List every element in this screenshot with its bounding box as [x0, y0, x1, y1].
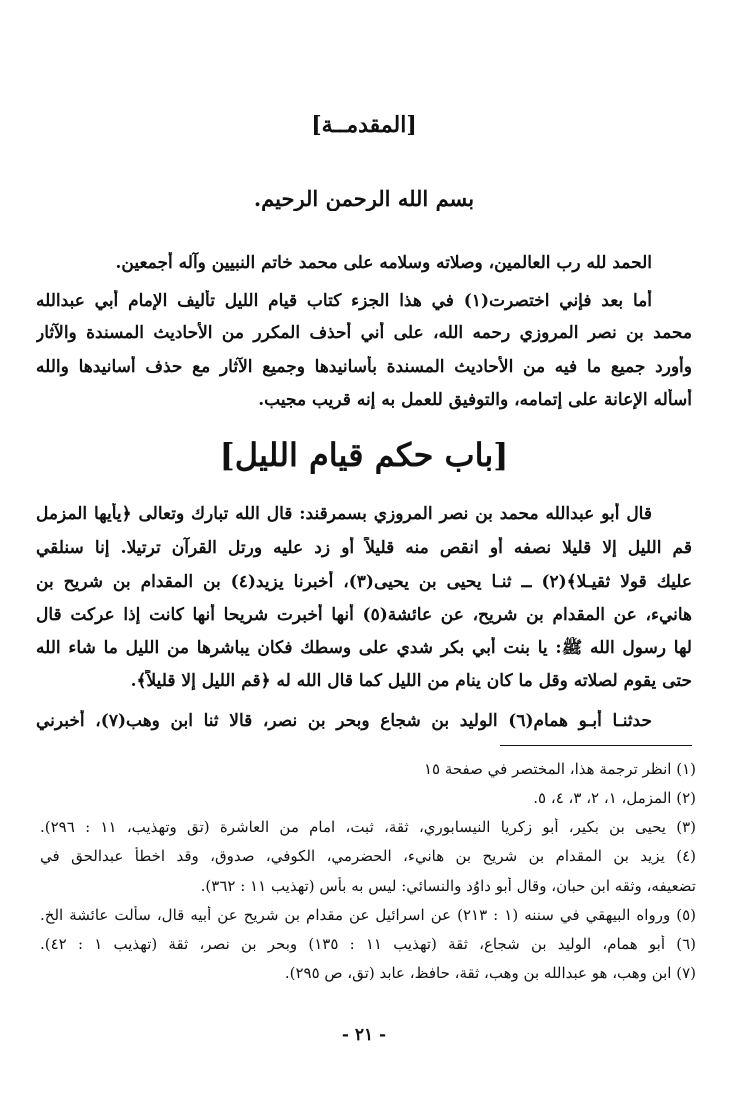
footnote: (١) انظر ترجمة هذا، المختصر في صفحة ١٥ [423, 760, 696, 778]
body-line: عليك قولا ثقيـلا﴾(٢) ــ ثنـا يحيى بن يحيى(٣)، أخبرنا يزيد(٤) بن المقدام بن شريح بن [36, 572, 692, 592]
body-line: قال أبو عبدالله محمد بن نصر المروزي بسمرقند: قال الله تبارك وتعالى ﴿يأيها المزمل [36, 504, 652, 524]
body-line: حدثنـا أبـو همام(٦) الوليد بن شجاع وبحر بن نصر، قالا ثنا ابن وهب(٧)، أخبرني [36, 711, 652, 731]
footnote: (٢) المزمل، ١، ٢، ٣، ٤، ٥. [533, 789, 696, 807]
footnote: (٦) أبو همام، الوليد بن شجاع، ثقة (تهذيب ١١ : ١٣٥) وبحر بن نصر، ثقة (تهذيب ١ : ٤٢). [40, 935, 696, 953]
chapter-title: [باب حكم قيام الليل] [219, 436, 509, 474]
intro-line: الحمد لله رب العالمين، وصلاته وسلامه على محمد خاتم النبيين وآله أجمعين. [115, 253, 652, 273]
footnote: (٧) ابن وهب، هو عبدالله بن وهب، ثقة، حافظ، عابد (تق، ص ٢٩٥). [284, 964, 696, 982]
footnote: (٤) يزيد بن المقدام بن شريح بن هانيء، الحضرمي، الكوفي، صدوق، وقد اخطأ عبدالحق في [40, 847, 696, 865]
footnote-continuation: تضعيفه، وثقه ابن حبان، وقال أبو داوُد والنسائي: ليس به بأس (تهذيب ١١ : ٣٦٢). [200, 877, 696, 895]
intro-line: محمد بن نصر المروزي رحمه الله، على أني أحذف المكرر من الأحاديث المسندة والآثار [36, 323, 692, 343]
basmala: بسم الله الرحمن الرحيم. [253, 186, 475, 211]
intro-line: وأورد جميع ما فيه من الأحاديث المسندة بأسانيدها وجميع الآثار مع حذف أسانيدها والله [36, 357, 692, 377]
footnote: (٥) ورواه البيهقي في سننه (١ : ٢١٣) عن اسرائيل عن مقدام بن شريح عن أبيه قال، سألت عائشة الخ. [40, 906, 696, 924]
body-line: حتى يقوم لصلاته وقل ما كان ينام من الليل كما قال الله له ﴿قم الليل إلا قليلاً﴾. [130, 671, 692, 691]
body-line: قم الليل إلا قليلا نصفه أو انقص منه قليلاً أو زد عليه ورتل القرآن ترتيلا. إنا سنلقي [36, 538, 692, 558]
intro-line: أسأله الإعانة على إتمامه، والتوفيق للعمل به إنه قريب مجيب. [258, 390, 692, 410]
body-line: لها رسول الله ﷺ: يا بنت أبي بكر شدي على وسطك فكان يباشرها من الليل ما شاء الله [36, 638, 692, 658]
footnote: (٣) يحيى بن بكير، أبو زكريا النيسابوري، ثقة، ثبت، امام من العاشرة (تق وتهذيب، ١١ : ٢٩٦). [40, 818, 696, 836]
intro-line: أما بعد فإني اختصرت(١) في هذا الجزء كتاب قيام الليل تأليف الإمام أبي عبدالله [36, 291, 652, 311]
body-line: هانيء، عن المقدام بن شريح، عن عائشة(٥) أنها أخبرت شريحا أنها كانت إذا عركت قال [36, 605, 692, 625]
page-number: - ٢١ - [341, 1025, 387, 1045]
footnote-separator [500, 745, 692, 746]
section-title: [المقدمــة] [311, 112, 417, 138]
